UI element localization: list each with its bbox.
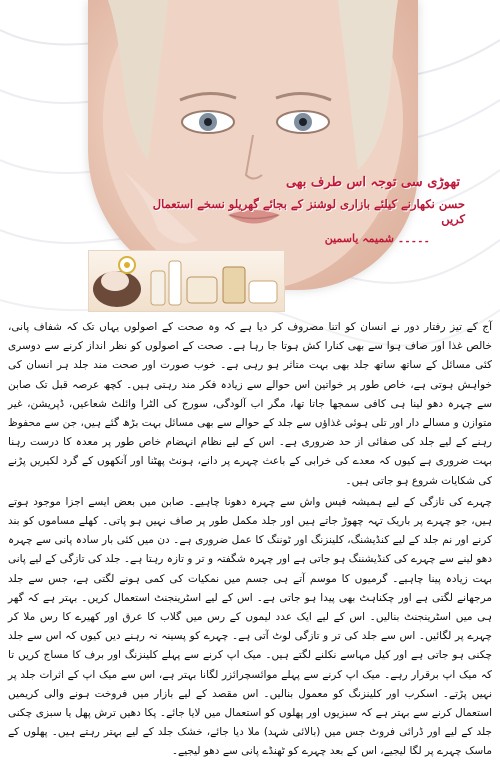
article-byline: ۔۔۔۔۔ شمیمہ یاسمین <box>324 232 430 245</box>
hero-face-photo <box>88 0 418 290</box>
article-paragraph: چہرے کی تازگی کے لیے ہمیشہ فیس واش سے چہرہ دھونا چاہیے۔ صابن میں بعض ایسے اجزا موجود ہوتے ہیں، جو چہرے پر باریک تہہ چھوڑ جاتے ہیں اور جلد مکمل طور پر صاف نہیں ہو پاتی۔ کھلے مساموں کو بند کرنے اور نم جلد کے لیے کنڈیشنگ، کلینزنگ اور ٹوننگ کا عمل ضروری ہے۔ دن میں کئی بار سادہ پانی سے چہرہ دھو لینے سے چہرے کی کنڈیشننگ ہو جاتی ہے اور چہرہ شگفتہ و تر و تازہ رہتا ہے۔ جلد کی تازگی کے لیے پانی بہت زیادہ پینا چاہیے۔ گرمیوں کا موسم آتے ہی جسم میں نمکیات کی کمی ہونے لگتی ہے، جس سے جلد مرجھانے لگتی ہے اور چکناہٹ بھی پیدا ہو جاتی ہے۔ اس کے لیے اسٹرینجنٹ استعمال کریں۔ بہتر ہے کہ گھر ہی میں اسٹرینجنٹ بنالیں۔ اس کے لیے ایک عدد لیموں کے رس میں گلاب کا عرق اور کھیرے کا رس ملا کر چہرے پر لگائیں۔ اس سے جلد کی تر و تازگی لوٹ آتی ہے۔ چہرے کو پسینہ نہ رہنے دیں کیوں کہ اس سے جلد چکنی ہو جاتی ہے اور کیل مہاسے نکلنے لگتے ہیں۔ میک اپ کرنے سے پہلے کلینزنگ اور برف کا مساج کریں تا کہ میک اپ برقرار رہے۔ میک اپ کرنے سے پہلے موائسچرائزر لگانا بہتر ہے، اس سے میک اپ کے اثرات جلد پر نہیں پڑتے۔ اسکرب اور کلینزنگ کو معمول بنالیں۔ اس مقصد کے لیے بازار میں فروخت ہونے والی کریمیں استعمال کرنے سے بہتر ہے کہ سبزیوں اور پھلوں کو استعمال میں لایا جائے۔ پکا دھیں ترش پھل یا سبزی چکنی جلد کے لیے اور ڈرائی فروٹ جس میں (بالائی شہد) ملا دیا جائے، خشک جلد کے لیے بہتر رہتے ہیں۔ پھلوں کے ماسک چہرے پر لگا لیجیے، اس کے بعد چہرے کو ٹھنڈے پانی سے دھو لیجیے۔ <box>8 495 492 758</box>
article-tagline: حسن نکھارنے کیلئے بازاری لوشنز کے بجائے گھریلو نسخے استعمال کریں <box>152 197 465 226</box>
article-body <box>8 318 492 758</box>
article-paragraph: آج کے تیز رفتار دور نے انسان کو اتنا مصروف کر دیا ہے کہ وہ صحت کے اصولوں یہاں تک کہ شفاف پانی، خالص غذا اور صاف ہوا سے بھی کنارا کش ہوتا جا رہا ہے۔ صحت کے اصولوں کو نظر انداز کرنے سے دوسری کئی مسائل کے ساتھ ساتھ جلد بھی بہت متاثر ہو رہی ہے۔ خوب صورت اور صحت مند جلد ہر انسان کی خواہش ہوتی ہے، خاص طور پر خواتین اس حوالے سے زیادہ فکر مند رہتی ہیں۔ کچھ عرصہ قبل تک صابن سے چہرہ دھو لینا ہی کافی سمجھا جاتا تھا، مگر اب آلودگی، سورج کی الٹرا وائلٹ شعاعیں، ڈپریشن، غیر متوازن و مسالے دار اور تلی ہوئی غذاؤں سے جلد کے حوالے سے بھی مسائل بہت بڑھ گئے ہیں، جن سے محفوظ رہنے کے لیے جلد کی صفائی از حد ضروری ہے۔ اس کے لیے نظام انہضام خاص طور پر معدہ کا درست رہنا بہت ضروری ہے کیوں کہ معدے کی خرابی کے باعث چہرے پر دانے، ہونٹ پھٹنا اور آنکھوں کے گرد لکیریں پڑنے کی شکایات شروع ہو جاتی ہیں۔ <box>8 321 492 487</box>
beauty-products-photo <box>88 250 285 312</box>
article-headline: تھوڑی سی توجہ اس طرف بھی <box>285 175 460 190</box>
